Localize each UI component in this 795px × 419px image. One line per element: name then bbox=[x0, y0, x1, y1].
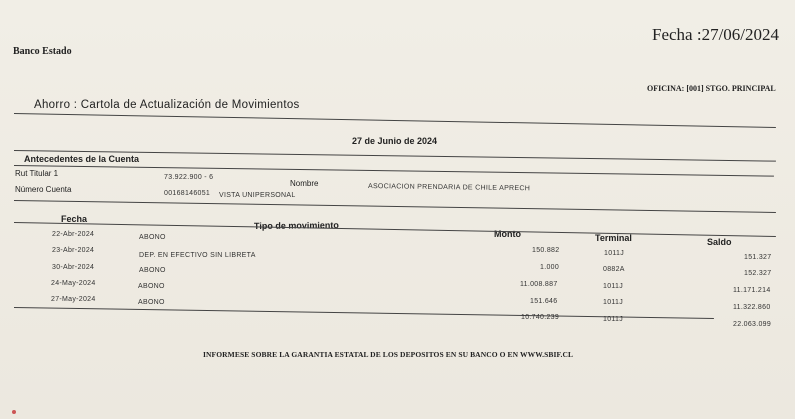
table-header-line bbox=[14, 222, 776, 237]
rut-value: 73.922.900 - 6 bbox=[164, 174, 214, 181]
cell-tipo: ABONO bbox=[139, 267, 166, 274]
cell-terminal: 1011J bbox=[604, 250, 625, 257]
statement-title: Ahorro : Cartola de Actualización de Movimientos bbox=[34, 99, 300, 111]
cell-fecha: 30-Abr-2024 bbox=[52, 264, 95, 271]
cell-monto: 150.882 bbox=[532, 247, 560, 254]
cell-terminal: 1011J bbox=[603, 299, 624, 306]
cell-monto: 151.646 bbox=[530, 298, 558, 305]
cell-tipo: ABONO bbox=[138, 299, 165, 306]
cell-fecha: 27-May-2024 bbox=[51, 296, 96, 303]
cell-saldo: 151.327 bbox=[744, 254, 772, 261]
cell-monto: 11.008.887 bbox=[520, 281, 558, 288]
statement-date: Fecha :27/06/2024 bbox=[652, 25, 780, 44]
rut-label: Rut Titular 1 bbox=[15, 169, 59, 178]
date-heading: 27 de Junio de 2024 bbox=[352, 136, 438, 146]
cell-terminal: 1011J bbox=[603, 283, 624, 290]
cell-tipo: ABONO bbox=[139, 234, 166, 241]
cell-terminal: 1011J bbox=[603, 316, 624, 323]
cell-fecha: 24-May-2024 bbox=[51, 280, 96, 287]
divider-line bbox=[14, 165, 774, 177]
cell-saldo: 22.063.099 bbox=[733, 321, 772, 328]
bank-name: Banco Estado bbox=[13, 46, 72, 57]
col-header-tipo: Tipo de movimiento bbox=[253, 220, 339, 231]
tipo-cuenta-value: VISTA UNIPERSONAL bbox=[219, 192, 296, 199]
cell-monto: 10.740.239 bbox=[521, 314, 560, 321]
col-header-saldo: Saldo bbox=[707, 237, 732, 247]
cell-fecha: 22-Abr-2024 bbox=[52, 231, 95, 238]
numero-cuenta-label: Número Cuenta bbox=[15, 185, 72, 194]
nombre-label: Nombre bbox=[290, 179, 319, 188]
cell-saldo: 11.322.860 bbox=[733, 304, 771, 311]
divider-line bbox=[14, 113, 776, 128]
divider-line bbox=[14, 200, 776, 213]
cell-terminal: 0882A bbox=[603, 266, 625, 273]
nombre-value: ASOCIACION PRENDARIA DE CHILE APRECH bbox=[367, 183, 531, 193]
paper-mark bbox=[12, 410, 16, 414]
footer-note: INFORMESE SOBRE LA GARANTIA ESTATAL DE LOS DEPOSITOS EN SU BANCO O EN WWW.SBIF.CL bbox=[203, 350, 574, 359]
cell-saldo: 11.171.214 bbox=[733, 287, 771, 294]
cell-saldo: 152.327 bbox=[744, 270, 772, 277]
col-header-fecha: Fecha bbox=[61, 214, 88, 224]
cell-fecha: 23-Abr-2024 bbox=[52, 247, 95, 254]
numero-cuenta-value: 00168146051 bbox=[164, 190, 211, 197]
account-section-title: Antecedentes de la Cuenta bbox=[24, 154, 140, 164]
cell-monto: 1.000 bbox=[540, 264, 560, 271]
cell-tipo: ABONO bbox=[138, 283, 165, 290]
office-label: OFICINA: [001] STGO. PRINCIPAL bbox=[647, 84, 776, 93]
col-header-monto: Monto bbox=[494, 229, 521, 239]
cell-tipo: DEP. EN EFECTIVO SIN LIBRETA bbox=[139, 252, 256, 259]
col-header-terminal: Terminal bbox=[595, 233, 632, 243]
